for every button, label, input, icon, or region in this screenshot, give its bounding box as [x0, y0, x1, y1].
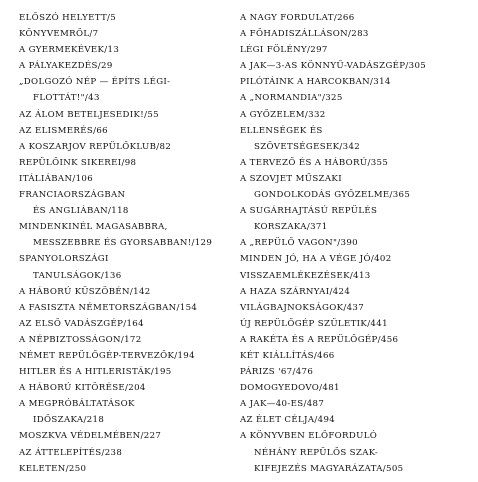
toc-entry	[240, 251, 476, 267]
toc-entry-title: ELLENSÉGEK ÉS	[240, 125, 323, 136]
toc-entry	[19, 445, 237, 461]
toc-entry	[19, 428, 237, 444]
toc-entry-continuation: TANULSÁGOK/136	[33, 270, 122, 281]
toc-entry	[19, 74, 237, 106]
toc-entry-title: A NÉPBIZTOSSÁGON/172	[19, 334, 142, 345]
toc-entry	[240, 155, 476, 171]
toc-entry-continuation: ÉS ANGLIÁBAN/118	[33, 206, 129, 217]
toc-entry-title: VISSZAEMLÉKEZÉSEK/413	[240, 270, 371, 281]
toc-entry-title: AZ ÁTTELEPÍTÉS/238	[19, 447, 123, 458]
toc-entry	[19, 284, 237, 300]
toc-entry	[19, 396, 237, 428]
toc-entry-title: A TERVEZŐ ÉS A HÁBORÚ/355	[240, 157, 389, 168]
toc-entry-continuation: MESSZEBBRE ÉS GYORSABBAN!/129	[33, 238, 213, 249]
toc-entry	[19, 155, 237, 171]
toc-entry	[240, 171, 476, 203]
toc-entry-continuation: KIFEJEZÉS MAGYARÁZATA/505	[254, 463, 404, 474]
toc-entry-title: FRANCIAORSZÁGBAN	[19, 190, 126, 201]
toc-entry-continuation: KORSZAKA/371	[254, 222, 328, 233]
toc-entry	[240, 300, 476, 316]
toc-entry	[240, 74, 476, 90]
toc-entry-title: A GYERMEKÉVEK/13	[19, 45, 120, 56]
toc-entry-title: A NAGY FORDULAT/266	[240, 13, 355, 23]
toc-entry-title: NÉMET REPÜLŐGÉP-TERVEZŐK/194	[19, 350, 195, 361]
toc-entry-title: A HAZA SZÁRNYAI/424	[240, 286, 351, 297]
toc-entry-continuation: GONDOLKODÁS GYŐZELME/365	[254, 190, 411, 201]
toc-entry	[240, 58, 476, 74]
toc-entry	[19, 107, 237, 123]
toc-entry-continuation: IDŐSZAKA/218	[33, 415, 105, 426]
toc-entry-title: VILÁGBAJNOKSÁGOK/437	[240, 302, 365, 313]
toc-entry	[19, 380, 237, 396]
toc-entry-title: REPÜLŐINK SIKEREI/98	[19, 157, 137, 168]
toc-entry	[19, 348, 237, 364]
toc-entry	[19, 316, 237, 332]
toc-entry	[19, 42, 237, 58]
toc-entry	[19, 26, 237, 42]
toc-entry-title: A PÁLYAKEZDÉS/29	[19, 61, 113, 72]
toc-entry-continuation: FLOTTÁT!"/43	[33, 93, 100, 104]
toc-entry	[19, 139, 237, 155]
toc-entry	[240, 42, 476, 58]
toc-entry-title: PILÓTÁINK A HARCOKBAN/314	[240, 77, 391, 88]
toc-entry-title: A KOSZARJOV REPÜLŐKLUB/82	[19, 141, 172, 152]
toc-entry-title: DOMOGYEDOVO/481	[240, 383, 340, 394]
toc-entry-title: AZ ELSŐ VADÁSZGÉP/164	[19, 318, 144, 329]
toc-entry-title: SPANYOLORSZÁGI	[19, 254, 109, 265]
toc-entry	[240, 107, 476, 123]
toc-entry-title: HITLER ÉS A HITLERISTÁK/195	[19, 367, 172, 378]
toc-entry-title: MINDENKINÉL MAGASABBRA,	[19, 222, 168, 233]
toc-entry-title: AZ ÉLET CÉLJA/494	[240, 415, 336, 426]
toc-entry-title: „DOLGOZÓ NÉP — ÉPÍTS LÉGI-	[19, 77, 171, 88]
toc-entry-continuation: NÉHÁNY REPÜLŐS SZAK-	[254, 447, 379, 458]
toc-entry	[19, 332, 237, 348]
toc-entry	[19, 219, 237, 251]
toc-entry-title: A MEGPRÓBÁLTATÁSOK	[19, 399, 135, 410]
toc-entry-title: AZ ÁLOM BETELJESEDIK!/55	[19, 109, 159, 120]
toc-entry	[240, 428, 476, 476]
toc-entry	[240, 396, 476, 412]
toc-entry-title: A HÁBORÚ KÜSZÖBÉN/142	[19, 286, 151, 297]
toc-entry-title: A GYŐZELEM/332	[240, 109, 326, 120]
toc-entry-title: A SUGÁRHAJTÁSÚ REPÜLÉS	[240, 206, 378, 217]
toc-entry	[240, 412, 476, 428]
toc-entry	[19, 251, 237, 283]
toc-entry	[240, 348, 476, 364]
toc-entry	[19, 10, 237, 26]
toc-entry-continuation: SZÖVETSÉGESEK/342	[254, 141, 361, 152]
toc-entry-title: MOSZKVA VÉDELMÉBEN/227	[19, 431, 162, 442]
toc-entry-title: A SZOVJET MŰSZAKI	[240, 173, 342, 184]
toc-entry	[19, 187, 237, 219]
table-of-contents	[0, 10, 478, 480]
toc-entry	[19, 123, 237, 139]
toc-column-right	[240, 10, 476, 477]
toc-entry-title: A FASISZTA NÉMETORSZÁGBAN/154	[19, 302, 198, 313]
toc-entry	[19, 171, 237, 187]
toc-entry	[240, 26, 476, 42]
toc-entry-title: ITÁLIÁBAN/106	[19, 173, 94, 184]
toc-entry	[19, 300, 237, 316]
toc-entry-title: A FŐHADISZÁLLÁSON/283	[240, 29, 369, 40]
toc-entry-title: A RAKÉTA ÉS A REPÜLŐGÉP/456	[240, 334, 399, 345]
toc-entry-title: AZ ELISMERÉS/66	[19, 125, 108, 136]
toc-entry	[240, 284, 476, 300]
toc-entry-title: A „NORMANDIA"/325	[240, 93, 343, 104]
toc-column-left	[19, 10, 237, 477]
toc-entry	[240, 268, 476, 284]
toc-entry-title: A KÖNYVBEN ELŐFORDULÓ	[240, 431, 378, 442]
toc-entry	[240, 364, 476, 380]
toc-entry	[240, 332, 476, 348]
toc-entry	[240, 90, 476, 106]
toc-entry-title: PÁRIZS '67/476	[240, 367, 314, 378]
toc-entry	[240, 203, 476, 235]
toc-entry	[19, 364, 237, 380]
toc-entry-title: A HÁBORÚ KITÖRÉSE/204	[19, 383, 146, 394]
toc-entry-title: LÉGI FÖLÉNY/297	[240, 45, 328, 56]
toc-entry-title: MINDEN JÓ, HA A VÉGE JÓ/402	[240, 254, 392, 265]
toc-entry	[240, 380, 476, 396]
toc-entry-title: A JAK—40-ES/487	[240, 399, 325, 410]
toc-entry-title: A „REPÜLŐ VAGON"/390	[240, 238, 359, 249]
toc-entry	[240, 123, 476, 155]
toc-entry	[19, 58, 237, 74]
toc-entry-title: KELETEN/250	[19, 463, 87, 474]
toc-entry	[19, 461, 237, 477]
toc-entry	[240, 235, 476, 251]
toc-entry-title: KÉT KIÁLLÍTÁS/466	[240, 350, 335, 361]
toc-entry-title: KÖNYVEMRŐL/7	[19, 29, 99, 40]
toc-entry-title: ÚJ REPÜLŐGÉP SZÜLETIK/441	[240, 318, 388, 329]
toc-entry	[240, 10, 476, 26]
toc-entry-title: ELŐSZÓ HELYETT/5	[19, 13, 117, 23]
toc-entry	[240, 316, 476, 332]
toc-entry-title: A JAK—3-AS KÖNNYŰ-VADÁSZGÉP/305	[240, 61, 427, 72]
